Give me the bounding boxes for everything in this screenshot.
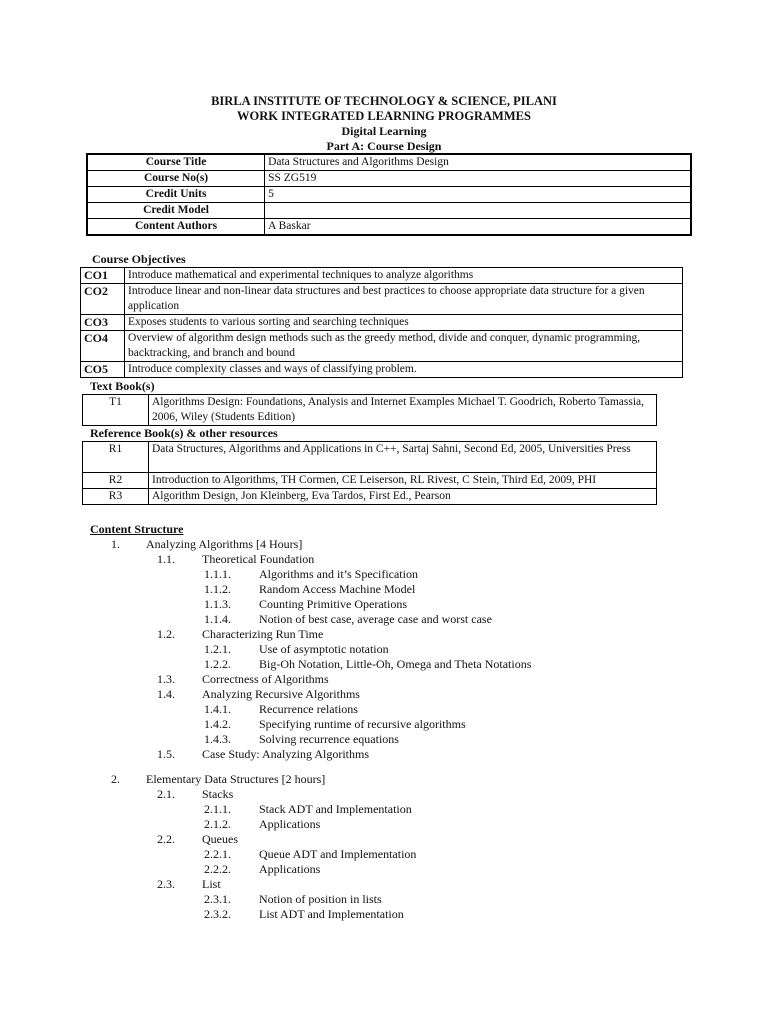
objective-code: CO3 [81,315,125,331]
course-design-table [86,153,692,236]
part-title: Part A: Course Design [326,139,442,153]
outline-text: Stack ADT and Implementation [259,802,412,816]
objectives-heading: Course Objectives [92,252,186,266]
outline-number: 1.5. [157,747,175,761]
row-label: Credit Model [87,203,265,219]
outline-number: 2.1.1. [204,802,231,816]
course-title-row [87,154,691,171]
outline-number: 1.2.2. [204,657,231,671]
outline-text: Applications [259,862,321,876]
objective-text: Introduce linear and non-linear data structures and best practices to choose appropriate data structure for a given application [125,284,683,315]
textbook-code: T1 [83,395,149,426]
outline-text: Analyzing Recursive Algorithms [202,687,360,701]
textbook-text: Algorithms Design: Foundations, Analysis and Internet Examples Michael T. Goodrich, Roberto Tamassia, 2006, Wiley (Students Edition) [149,395,657,426]
outline-number: 2.3.2. [204,907,231,921]
row-value: SS ZG519 [265,171,691,187]
reference-text: Algorithm Design, Jon Kleinberg, Eva Tardos, First Ed., Pearson [149,489,657,505]
objective-code: CO2 [81,284,125,315]
objective-code: CO1 [81,268,125,284]
outline-text: Queues [202,832,238,846]
objectives-table [80,267,683,378]
outline-text: Use of asymptotic notation [259,642,389,656]
reference-code: R1 [83,442,149,473]
reference-code: R2 [83,473,149,489]
outline-text: Queue ADT and Implementation [259,847,417,861]
reference-row [83,489,657,505]
objective-code: CO5 [81,362,125,378]
programme-title: WORK INTEGRATED LEARNING PROGRAMMES [237,109,531,123]
row-label: Credit Units [87,187,265,203]
outline-text: Characterizing Run Time [202,627,324,641]
outline-number: 1.4.2. [204,717,231,731]
outline-number: 1.2. [157,627,175,641]
outline-number: 2.2.2. [204,862,231,876]
reference-code: R3 [83,489,149,505]
outline-text: Correctness of Algorithms [202,672,329,686]
outline-text: Theoretical Foundation [202,552,315,566]
outline-number: 1.2.1. [204,642,231,656]
outline-number: 2.3. [157,877,175,891]
reference-text: Introduction to Algorithms, TH Cormen, CE Leiserson, RL Rivest, C Stein, Third Ed, 2009, PHI [149,473,657,489]
outline-text: Specifying runtime of recursive algorithms [259,717,466,731]
outline-text: Notion of best case, average case and worst case [259,612,492,626]
outline-text: Algorithms and it’s Specification [259,567,418,581]
outline-text: Elementary Data Structures [2 hours] [146,772,326,786]
outline-text: List ADT and Implementation [259,907,404,921]
references-heading: Reference Book(s) & other resources [90,426,278,440]
reference-row [83,442,657,473]
reference-row [83,473,657,489]
content-structure-heading: Content Structure [90,522,184,536]
objective-text: Overview of algorithm design methods such as the greedy method, divide and conquer, dynamic programming, backtracking, and branch and bound [125,331,683,362]
outline-number: 2.2. [157,832,175,846]
outline-text: Solving recurrence equations [259,732,399,746]
outline-number: 1.4.3. [204,732,231,746]
outline-text: Random Access Machine Model [259,582,416,596]
textbook-row [83,395,657,426]
textbooks-table [82,394,657,426]
objective-row [81,315,683,331]
outline-number: 2.2.1. [204,847,231,861]
outline-number: 2. [111,772,120,786]
outline-number: 1. [111,537,120,551]
outline-number: 2.3.1. [204,892,231,906]
outline-number: 1.1.3. [204,597,231,611]
references-table [82,441,657,505]
content-authors-row [87,219,691,236]
textbooks-heading: Text Book(s) [90,379,155,393]
row-label: Content Authors [87,219,265,236]
objective-row [81,331,683,362]
outline-text: List [202,877,221,891]
outline-text: Recurrence relations [259,702,358,716]
outline-number: 2.1. [157,787,175,801]
row-label: Course Title [87,154,265,171]
outline-text: Applications [259,817,321,831]
objective-text: Introduce mathematical and experimental techniques to analyze algorithms [125,268,683,284]
objective-row [81,362,683,378]
reference-text: Data Structures, Algorithms and Applications in C++, Sartaj Sahni, Second Ed, 2005, Universities Press [149,442,657,473]
credit-model-row [87,203,691,219]
objective-code: CO4 [81,331,125,362]
objective-row [81,268,683,284]
row-value: Data Structures and Algorithms Design [265,154,691,171]
division-title: Digital Learning [341,124,427,138]
credit-units-row [87,187,691,203]
objective-text: Introduce complexity classes and ways of classifying problem. [125,362,683,378]
outline-number: 1.1.1. [204,567,231,581]
outline-text: Counting Primitive Operations [259,597,407,611]
outline-number: 1.3. [157,672,175,686]
course-number-row [87,171,691,187]
row-value: 5 [265,187,691,203]
outline-text: Analyzing Algorithms [4 Hours] [146,537,303,551]
outline-text: Big-Oh Notation, Little-Oh, Omega and Theta Notations [259,657,532,671]
outline-number: 1.4.1. [204,702,231,716]
objective-text: Exposes students to various sorting and searching techniques [125,315,683,331]
outline-number: 2.1.2. [204,817,231,831]
outline-number: 1.1.4. [204,612,231,626]
row-value: A Baskar [265,219,691,236]
outline-text: Case Study: Analyzing Algorithms [202,747,369,761]
outline-text: Notion of position in lists [259,892,382,906]
institute-title: BIRLA INSTITUTE OF TECHNOLOGY & SCIENCE, PILANI [211,94,557,108]
outline-number: 1.1. [157,552,175,566]
outline-number: 1.1.2. [204,582,231,596]
objective-row [81,284,683,315]
row-label: Course No(s) [87,171,265,187]
outline-number: 1.4. [157,687,175,701]
outline-text: Stacks [202,787,234,801]
row-value [265,203,691,219]
